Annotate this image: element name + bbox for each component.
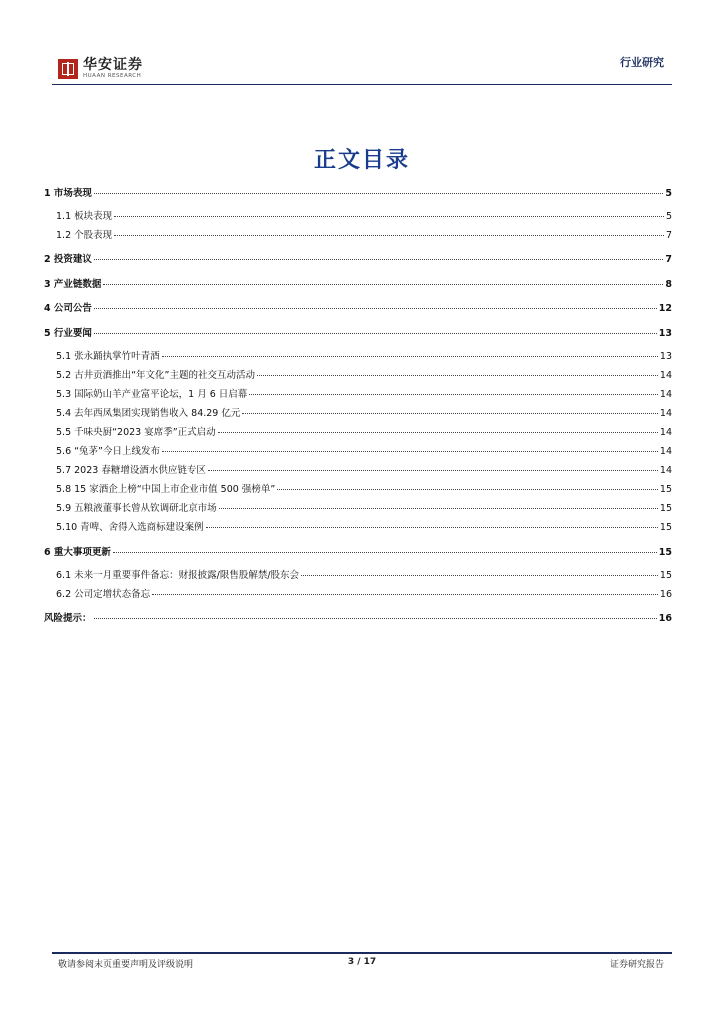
toc-entry-label: 2 投资建议: [44, 254, 92, 265]
toc-leader-dots: [162, 451, 658, 452]
toc-entry-label: 5.5 千味央厨“2023 宴席季”正式启动: [56, 427, 216, 438]
toc-leader-dots: [249, 394, 658, 395]
toc-title: 正文目录: [313, 148, 410, 173]
toc-entry-page: 16: [659, 589, 672, 600]
toc-entry[interactable]: [44, 208, 672, 222]
toc-entry[interactable]: [44, 424, 672, 438]
page-number: 3 / 17: [347, 957, 377, 967]
toc-entry-page: 5: [665, 211, 672, 222]
toc-entry-page: 13: [658, 328, 672, 339]
toc-leader-dots: [208, 470, 658, 471]
toc-entry-label: 6.2 公司定增状态备忘: [56, 589, 151, 600]
page-header: [0, 0, 724, 90]
toc-entry-label: 5.3 国际奶山羊产业富平论坛，1 月 6 日启幕: [56, 389, 248, 400]
toc-leader-dots: [206, 527, 658, 528]
toc-entry-label: 5.1 张永踊执掌竹叶青酒: [56, 351, 160, 362]
company-logo: [58, 58, 143, 80]
toc-leader-dots: [219, 508, 658, 509]
toc-entry-label: 5.9 五粮液董事长曾从钦调研北京市场: [56, 503, 217, 514]
toc-entry-page: 14: [659, 465, 672, 476]
toc-entry[interactable]: [44, 227, 672, 241]
toc-leader-dots: [218, 432, 658, 433]
toc-entry-page: 8: [665, 279, 672, 290]
toc-entry-label: 6 重大事项更新: [44, 547, 111, 558]
toc-entry[interactable]: [44, 500, 672, 514]
toc-leader-dots: [257, 375, 658, 376]
seal-icon: [58, 59, 78, 79]
report-category: 行业研究: [620, 56, 664, 69]
toc-entry-label: 5.2 古井贡酒推出“年文化”主题的社交互动活动: [56, 370, 255, 381]
toc-leader-dots: [103, 284, 663, 285]
toc-entry-page: 7: [665, 254, 672, 265]
toc-leader-dots: [301, 575, 658, 576]
toc-entry-label: 1.2 个股表现: [56, 230, 113, 241]
toc-entry-label: 1 市场表现: [44, 188, 92, 199]
company-name-cn: 华安证券: [83, 57, 143, 73]
toc-entry-label: 1.1 板块表现: [56, 211, 113, 222]
toc-leader-dots: [162, 356, 658, 357]
toc-leader-dots: [94, 259, 663, 260]
toc-entry-page: 13: [659, 351, 672, 362]
toc-leader-dots: [94, 193, 663, 194]
toc-entry-label: 5.6 “兔茅”今日上线发布: [56, 446, 160, 457]
toc-leader-dots: [114, 235, 664, 236]
toc-entry-label: 6.1 未来一月重要事件备忘：财报披露/限售股解禁/股东会: [56, 570, 300, 581]
toc-entry[interactable]: [44, 348, 672, 362]
toc-entry-label: 5.10 青啤、舍得入选商标建设案例: [56, 522, 204, 533]
toc-entry[interactable]: [44, 251, 672, 265]
toc-leader-dots: [94, 333, 657, 334]
toc-entry-page: 15: [659, 503, 672, 514]
toc-entry-label: 5 行业要闻: [44, 328, 92, 339]
toc-entry-page: 12: [658, 303, 672, 314]
toc-entry-label: 4 公司公告: [44, 303, 92, 314]
toc-leader-dots: [94, 618, 657, 619]
toc-entry-page: 14: [659, 446, 672, 457]
toc-entry[interactable]: [44, 300, 672, 314]
toc-leader-dots: [242, 413, 658, 414]
toc-entry-label: 风险提示：: [44, 613, 92, 624]
toc-entry-label: 5.7 2023 春糖增设酒水供应链专区: [56, 465, 206, 476]
company-name-en: HUAAN RESEARCH: [83, 73, 142, 79]
toc-entry-page: 16: [658, 613, 672, 624]
toc-entry[interactable]: [44, 386, 672, 400]
footer-divider: [52, 952, 672, 954]
toc-leader-dots: [152, 594, 658, 595]
toc-entry[interactable]: [44, 462, 672, 476]
toc-entry-page: 14: [659, 389, 672, 400]
toc-leader-dots: [94, 308, 657, 309]
toc-entry[interactable]: [44, 405, 672, 419]
toc-entry-page: 14: [659, 408, 672, 419]
toc-entry[interactable]: [44, 276, 672, 290]
footer-disclaimer: 敬请参阅末页重要声明及评级说明: [58, 960, 194, 970]
toc-entry-page: 15: [658, 547, 672, 558]
toc-entry[interactable]: [44, 519, 672, 533]
toc-entry-page: 7: [665, 230, 672, 241]
footer-report-type: 证券研究报告: [609, 960, 664, 970]
header-divider: [52, 84, 672, 85]
toc-entry[interactable]: [44, 544, 672, 558]
toc-entry[interactable]: [44, 443, 672, 457]
toc-entry-page: 5: [665, 188, 672, 199]
toc-entry-label: 5.8 15 家酒企上榜“中国上市企业市值 500 强榜单”: [56, 484, 276, 495]
toc-entry[interactable]: [44, 325, 672, 339]
toc-entry[interactable]: [44, 185, 672, 199]
toc-entry[interactable]: [44, 367, 672, 381]
toc-entry-label: 5.4 去年西凤集团实现销售收入 84.29 亿元: [56, 408, 241, 419]
toc-entry-page: 15: [659, 522, 672, 533]
toc-entry-label: 3 产业链数据: [44, 279, 102, 290]
toc-entry-page: 15: [659, 570, 672, 581]
toc-entry-page: 15: [659, 484, 672, 495]
toc-entry[interactable]: [44, 610, 672, 624]
toc-entry[interactable]: [44, 586, 672, 600]
toc-leader-dots: [277, 489, 658, 490]
toc-entry[interactable]: [44, 481, 672, 495]
toc-leader-dots: [114, 216, 664, 217]
toc-entry-page: 14: [659, 370, 672, 381]
toc-entry-page: 14: [659, 427, 672, 438]
toc-leader-dots: [113, 552, 657, 553]
toc-entry[interactable]: [44, 567, 672, 581]
table-of-contents: [44, 185, 672, 645]
